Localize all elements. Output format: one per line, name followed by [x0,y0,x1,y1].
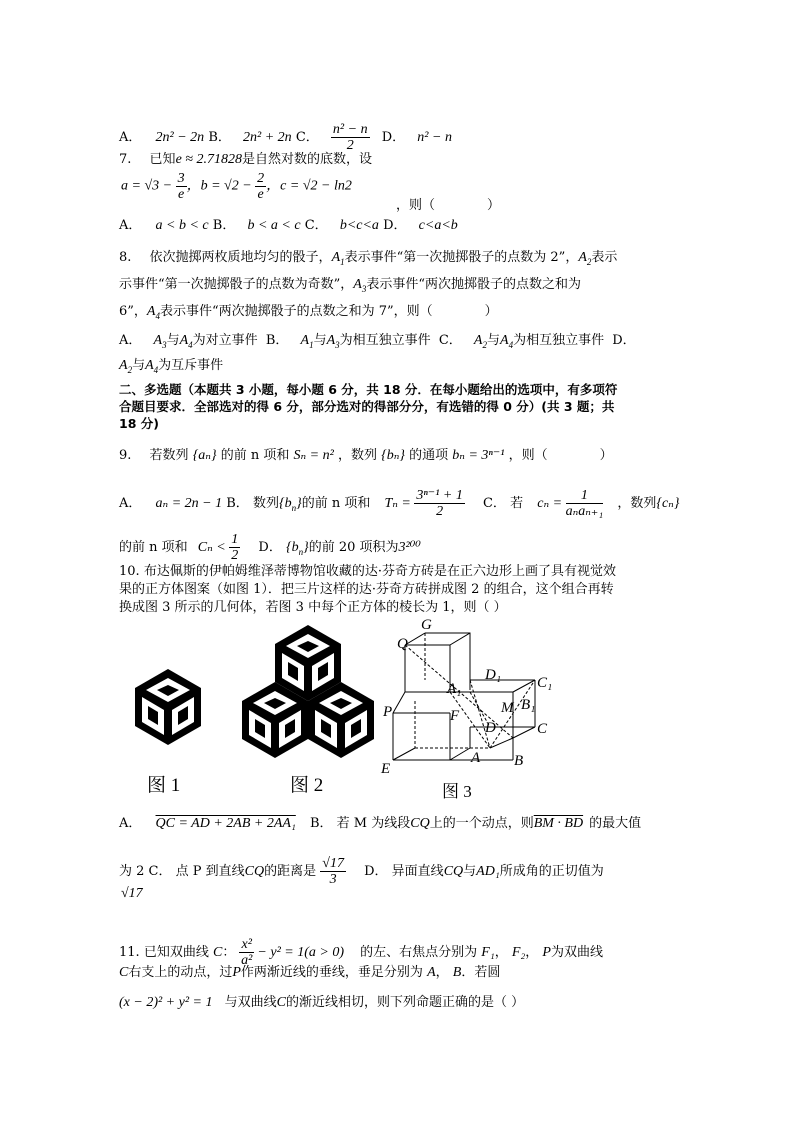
q10-line3: 换成图 3 所示的几何体，若图 3 中每个正方体的棱长为 1，则（ ） [119,600,507,615]
q11-number: 11. [119,945,140,960]
q6-option-c-fraction [331,122,370,153]
q8-option-d-text: 与 [132,358,146,373]
q7-b-num: 2 [257,171,265,186]
q7-option-d-label: D． [383,218,407,233]
q9-option-c-text2: ，数列 [617,496,657,511]
fig3-label-C1: C₁ [537,675,553,691]
q9-option-d-text: 的前 20 项积为 [308,540,399,555]
q8-options-row2: $A_2$与$A_4$为互斥事件 [119,358,224,375]
fig3-label-G: G [421,617,432,633]
q8-line1 [119,249,617,271]
q11-stem-a: 已知双曲线 [143,945,209,960]
q6-option-a-label: A． [119,130,142,145]
q7-stem-pre: 已知 [149,152,176,167]
q9-options-row2: 的前 n 项和 Cₙ < $\frac{1}{2}$ D． $\{b_n\}$的前 20 项积为3²⁰⁰ [119,532,421,563]
fig3-label-Q: Q [397,636,408,652]
q9-stem-e: ，则（ ） [508,448,613,463]
q9-stem-d: 的通项 [409,448,449,463]
fig3-solid [393,633,535,760]
q8-A1: $A_1$ [331,250,345,267]
q7-option-d-expr: c<a<b [418,218,458,233]
q11-line3-a: 与双曲线 [224,995,277,1010]
q7-a-den: e [177,187,185,202]
q7-definitions [121,171,352,202]
q9-cn: cₙ = [537,496,566,511]
q11-line2-a: 右支上的动点，过 [128,965,233,980]
fig3-label-F: F [450,708,460,724]
q9-option-b-text1: 数列 [252,496,279,511]
q8-A2: $A_2$ [578,250,592,267]
q10-option-c-cq: CQ [244,864,265,879]
fig3-label-P: P [383,704,393,720]
q10-option-b-text2: 上的一个动点，则 [429,816,534,831]
q11-eq-den: a² [241,953,253,968]
q9-cn-lt-den: 2 [231,548,239,563]
q7-b-den: e [257,187,264,202]
q8-option-b-label: B． [265,333,289,348]
q7-a-fraction [176,171,187,202]
q11-p: P [542,945,551,960]
fig1-label: 图 1 [147,775,181,796]
q8-line2-a: 示事件“第一次抛掷骰子的点数为奇数”， [119,277,354,292]
q10-option-d-label: D． [364,864,388,879]
q9-cn-lt: Cₙ < [197,540,230,555]
q8-line3-a: 6”， [119,304,147,319]
fig3-label-A1: A₁ [447,681,462,697]
q10-line1-text: 布达佩斯的伊帕姆维泽蒂博物馆收藏的达·芬奇方砖是在正六边形上画了具有视觉效 [143,564,616,579]
q7-number: 7. [119,152,132,167]
q6-option-d-expr: n² − n [417,130,452,145]
q6-option-c-label: C． [295,130,319,145]
q10-line1 [119,563,616,580]
q7-stem [119,151,372,168]
q7-a-def: a = √3 − [121,178,176,194]
q8-A4: $A_4$ [146,304,160,321]
q10-option-a-label: A． [119,816,142,831]
q10-options-row1 [119,815,641,832]
q6-option-d-label: D． [381,130,406,145]
q10-option-a-expr: QC = AD + 2AB + 2AA₁ [155,816,296,831]
q9-cn-num: 1 [566,488,604,504]
q9-tn-num: 3ⁿ⁻¹ + 1 [416,488,463,503]
q10-option-c-fraction [320,856,346,887]
q11-f1: F₁ [481,945,495,960]
q10-line2: 果的正方体图案（如图 1）．把三片这样的达·芬奇方砖拼成图 2 的组合，这个组合再转 [119,582,614,597]
q6-option-a-expr: 2n² − 2n [155,130,205,145]
q9-bn-formula: bₙ = 3ⁿ⁻¹ [452,448,505,463]
q9-an: {aₙ} [192,448,217,463]
q11-eq-num: x² [241,937,252,952]
fig3-label-B1: B₁ [521,697,536,713]
q10-option-d-text1: 异面直线 [391,864,444,879]
q8-option-c-text: 与 [486,333,500,348]
q7-option-a-expr: a < b < c [155,218,209,233]
q7-option-b-expr: b < a < c [247,218,301,233]
q8-options-row1: A． $A_3$与$A_4$为对立事件 B． $A_1$与$A_3$为相互独立事件 C． $A_2$与$A_4$为相互独立事件 D． [119,333,636,350]
q9-option-c-text1: 若 [510,496,524,511]
q9-bn: {bₙ} [381,448,405,463]
q10-figures [125,615,685,800]
q8-A3: $A_3$ [353,277,367,294]
q7-b-fraction [255,171,266,202]
q8-option-b-tail: 为相互独立事件 [339,333,431,348]
fig3-label-E: E [381,761,391,777]
q11-line1: 11. 已知双曲线 C： $\frac{\text{x²}}{\text{a²}}$ − y² = 1(a > 0) 的左、右焦点分别为 F₁， F₂， P为双曲线 [119,937,603,968]
q9-stem-a: 若数列 [149,448,189,463]
q11-a-point: A [427,965,436,980]
q11-line2-c: ．若圆 [461,965,501,980]
fig3-label-M: M [501,700,514,716]
q8-line3 [119,303,498,325]
q8-line1-b: 表示事件“第一次抛掷骰子的点数为 2”， [344,250,579,265]
q9-sn: Sₙ = n² [293,448,334,463]
fig3-label-B: B [514,753,524,769]
q11-line3 [119,994,524,1011]
q9-option-b-label: B． [226,496,249,511]
q10-option-d-ad1: AD₁ [476,864,500,879]
fig3-label-D1: D₁ [485,667,502,683]
q10-option-d-text2: 与 [463,864,477,879]
q10-option-b-line2: 为 2 [119,864,145,879]
q10-option-c-text2: 的距离是 [264,864,317,879]
q9-stem [119,447,613,464]
q6-option-b-expr: 2n² + 2n [243,130,292,145]
q10-option-b-dot: BM · BD [533,816,584,831]
q6-option-c-denominator: 2 [346,138,354,153]
q9-number: 9. [119,448,132,463]
q9-cn-den: aₙaₙ₊₁ [565,504,604,519]
q9-cn-lt-fraction [229,532,240,563]
q7-a-num: 3 [177,171,185,186]
q9-option-d-label: D． [258,540,282,555]
q10-options-row2 [119,856,604,887]
q11-colon: ： [222,945,236,960]
q11-stem-c: 为双曲线 [550,945,603,960]
q10-option-c-num: √17 [322,856,344,871]
fig3-label-D: D [485,720,496,736]
q10-option-b-text3: 的最大值 [589,816,642,831]
q9-cn-fraction [566,488,604,519]
fig3-label: 图 3 [442,782,472,800]
q9-option-b-text2: 的前 n 项和 [301,496,371,511]
q9-option-a-expr: aₙ = 2n − 1 [155,496,223,511]
q8-line3-b: 表示事件“两次抛掷骰子的点数之和为 7”，则（ ） [159,304,498,319]
q9-options-row1: A． aₙ = 2n − 1 B． 数列$\{b_n\}$的前 n 项和 Tₙ = $\frac{\text{3ⁿ⁻¹ + 1}}{2}$ C． 若 cₙ = $\frac{1}{\text{aₙaₙ₊₁}}$ ，数列{cₙ} [119,488,680,519]
q8-line1-a: 依次抛掷两枚质地均匀的骰子， [149,250,332,265]
q10-option-d-value: √17 [121,886,143,901]
q8-line2 [119,276,581,298]
q10-option-b-text1: 若 M 为线段 [336,816,411,831]
q6-option-c-numerator: n² − n [332,122,368,137]
q7-b-def: ，b = √2 − [186,178,256,194]
q8-number: 8. [119,250,132,265]
q11-circle: (x − 2)² + y² = 1 [119,995,213,1010]
q9-option-d-value: 3²⁰⁰ [398,540,421,555]
q8-option-a-text: 与 [166,333,180,348]
q11-b-point: B [452,965,462,980]
q9-cn-set: {cₙ} [656,496,680,511]
q7-stem-post: 是自然对数的底数，设 [241,152,372,167]
section2-line3: 18 分) [119,416,159,431]
q11-c-2: C [119,965,129,980]
q9-stem-b: 的前 n 项和 [220,448,290,463]
q10-option-c-den: 3 [329,872,337,887]
q10-option-b-label: B． [309,816,333,831]
section2-line2: 合题目要求．全部选对的得 6 分，部分选对的得部分分，有选错的得 0 分）(共 3 题；共 [119,399,615,414]
q8-option-c-label: C． [438,333,462,348]
q6-option-b-label: B． [208,130,231,145]
fig3-label-A: A [471,750,481,766]
section2-line1: 二、多选题（本题共 3 小题，每小题 6 分，共 18 分．在每小题给出的选项中，有多项符 [119,382,618,397]
fig3-label-C: C [537,721,548,737]
q11-f2: F₂ [511,945,526,960]
q9-tn-fraction [414,488,464,519]
q9-tn: Tₙ = [384,496,415,511]
q9-option-a-label: A． [119,496,142,511]
q10-option-c-text1: 点 P 到直线 [175,864,245,879]
q8-option-d-tail: 为互斥事件 [158,358,224,373]
q11-c-3: C [276,995,286,1010]
q10-option-c-label: C． [148,864,172,879]
q7-option-c-label: C． [304,218,328,233]
q11-c: C [212,945,223,960]
q7-option-a-label: A． [119,218,142,233]
q7-option-c-expr: b<c<a [339,218,379,233]
q11-p-2: P [232,965,241,980]
q9-option-c-label: C． [482,496,506,511]
q8-line1-c: 表示 [591,250,618,265]
q8-option-a-tail: 为对立事件 [192,333,258,348]
q11-line2: C右支上的动点，过P作两渐近线的垂线，垂足分别为 A， B．若圆 [119,965,501,980]
q7-c-def: ，c = √2 − ln2 [266,178,352,194]
fig1-cube [135,669,201,745]
q11-eq-rest: − y² = 1(a > 0) [253,945,344,960]
q10-option-b-cq: CQ [410,816,430,831]
q10-option-d-text3: 所成角的正切值为 [499,864,604,879]
q8-option-c-tail: 为相互独立事件 [513,333,605,348]
q9-option-c-line2: 的前 n 项和 [119,540,188,555]
q7-tail: ，则（ ） [396,198,501,213]
q11-line3-b: 的渐近线相切，则下列命题正确的是（ ） [286,995,525,1010]
q9-cn-lt-num: 1 [231,532,239,547]
q7-e-value: e ≈ 2.71828 [175,152,242,167]
q8-option-a-label: A． [119,333,142,348]
q7-options [119,217,458,234]
q10-number: 10. [119,564,140,579]
q11-line2-b: 作两渐近线的垂线，垂足分别为 [240,965,423,980]
q6-options [119,122,452,153]
q11-stem-b: 的左、右焦点分别为 [360,945,478,960]
q9-stem-c: ，数列 [337,448,377,463]
fig2-label: 图 2 [290,775,324,796]
q10-option-d-cq: CQ [443,864,464,879]
q7-option-b-label: B． [212,218,236,233]
q9-tn-den: 2 [436,504,444,519]
q8-line2-b: 表示事件“两次抛掷骰子的点数之和为 [366,277,582,292]
q8-option-d-label: D． [612,333,636,348]
q8-option-b-text: 与 [313,333,327,348]
